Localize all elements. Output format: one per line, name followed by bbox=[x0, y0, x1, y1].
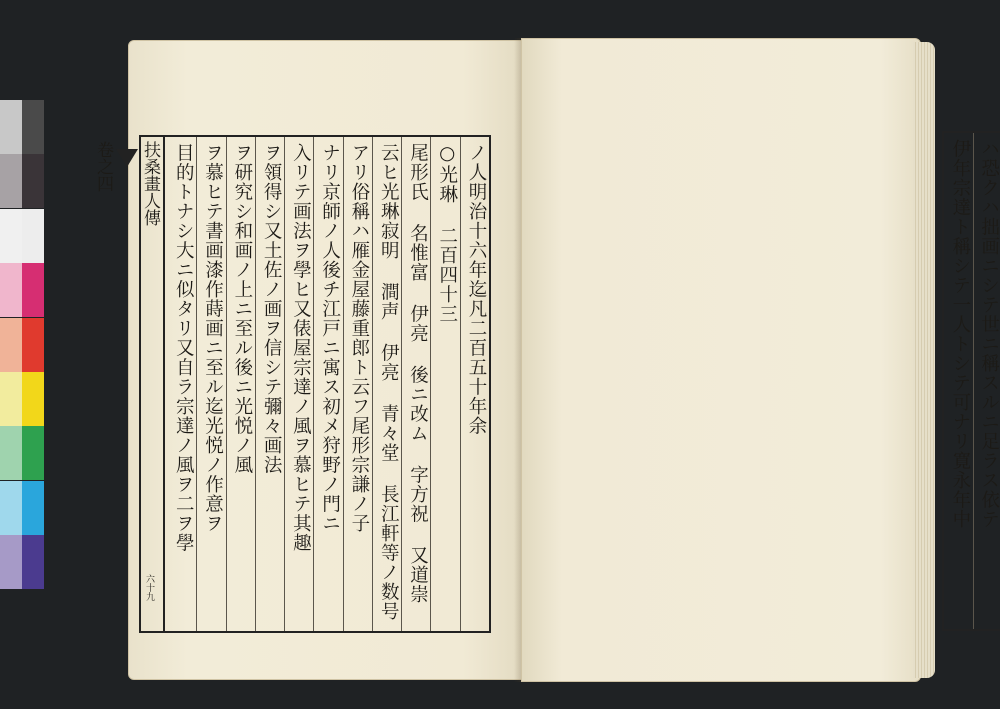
text-column: ○光琳 二百四十三 bbox=[430, 137, 459, 631]
left-gyou-margin bbox=[93, 137, 165, 631]
color-swatch bbox=[0, 209, 22, 263]
color-swatch bbox=[22, 263, 44, 317]
text-column: 尾形氏 名惟富 伊亮 後ニ改ム 字方祝 又道崇 bbox=[401, 137, 430, 631]
text-column: アリ俗稱ハ雁金屋藤重郎ト云フ尾形宗謙ノ子 bbox=[343, 137, 372, 631]
color-swatch bbox=[0, 263, 22, 317]
color-swatch bbox=[22, 372, 44, 426]
text-column: 伊年宗達ト稱シテ一人トシテ可ナリ寛永年中 bbox=[949, 139, 971, 529]
color-swatch bbox=[0, 426, 22, 480]
color-swatch bbox=[0, 535, 22, 589]
color-swatch bbox=[22, 209, 44, 263]
page-edges bbox=[913, 42, 935, 678]
color-swatch bbox=[22, 535, 44, 589]
left-page bbox=[93, 40, 523, 680]
color-swatch bbox=[0, 318, 22, 372]
book-title-label: 扶桑畫人傳 bbox=[140, 141, 160, 226]
text-column: ヲ研究シ和画ノ上ニ至ル後ニ光悦ノ風 bbox=[226, 137, 255, 631]
color-swatch bbox=[22, 154, 44, 208]
color-swatch bbox=[0, 372, 22, 426]
color-swatch bbox=[22, 426, 44, 480]
page-number: 六十九 bbox=[144, 574, 154, 601]
color-swatch bbox=[22, 481, 44, 535]
right-page bbox=[521, 38, 1000, 682]
text-column: 入リテ画法ヲ學ヒ又俵屋宗達ノ風ヲ慕ヒテ其趣 bbox=[284, 137, 313, 631]
color-swatch bbox=[0, 481, 22, 535]
right-text-frame bbox=[942, 131, 1000, 631]
color-swatch bbox=[22, 100, 44, 154]
text-column: 目的トナシ大ニ似タリ又自ラ宗達ノ風ヲ二ヲ學 bbox=[173, 143, 195, 553]
text-column: ヲ領得シ又土佐ノ画ヲ信シテ彌々画法 bbox=[255, 137, 284, 631]
volume-label: 卷之四 bbox=[93, 141, 113, 192]
gyou-fishtail-mark bbox=[116, 149, 138, 167]
color-swatch bbox=[0, 100, 22, 154]
text-column: ノ人明治十六年迄凡二百五十年余 bbox=[460, 137, 489, 631]
text-column: ハ恐クハ拙画ニシテ世ニ稱スルニ足ラス依テ bbox=[973, 133, 1000, 629]
left-text-frame bbox=[93, 135, 491, 633]
color-swatch bbox=[0, 154, 22, 208]
text-column: 云ヒ光琳寂明 澗声 伊亮 青々堂 長江軒等ノ数号 bbox=[372, 137, 401, 631]
color-calibration-chart bbox=[0, 100, 44, 590]
open-book bbox=[93, 38, 1000, 688]
text-column: ヲ慕ヒテ書画漆作蒔画ニ至ル迄光悦ノ作意ヲ bbox=[196, 137, 225, 631]
text-column: ナリ京師ノ人後チ江戸ニ寓ス初メ狩野ノ門ニ bbox=[313, 137, 342, 631]
color-swatch bbox=[22, 318, 44, 372]
